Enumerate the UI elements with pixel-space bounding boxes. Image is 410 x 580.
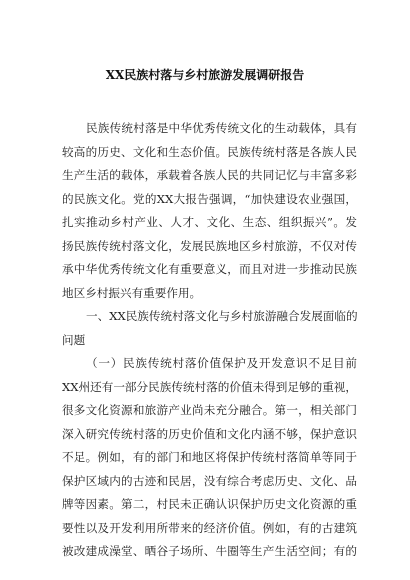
paragraph-line: 的民族文化。党的XX大报告强调，“加快建设农业强国， xyxy=(62,191,357,206)
paragraph-line: 深入研究传统村落的历史价值和文化内涵不够，保护意识 xyxy=(62,426,357,441)
paragraph-line: 扎实推动乡村产业、人才、文化、生态、组织振兴”。发 xyxy=(62,215,357,229)
paragraph-line: XX州还有一部分民族传统村落的价值未得到足够的重视， xyxy=(62,379,357,394)
paragraph-line: 要性以及开发利用所带来的经济价值。例如，有的古建筑 xyxy=(62,520,357,535)
paragraph-line: 生产生活的载体，承载着各族人民的共同记忆与丰富多彩 xyxy=(62,168,357,182)
paragraph-line: 地区乡村振兴有重要作用。 xyxy=(62,285,202,300)
paragraph-line: 承中华优秀传统文化有重要意义，而且对进一步推动民族 xyxy=(62,262,357,276)
paragraph-line: 民族传统村落是中华优秀传统文化的生动载体，具有 xyxy=(86,121,357,135)
paragraph-line: 很多文化资源和旅游产业尚未充分融合。第一，相关部门 xyxy=(62,403,357,417)
section-heading xyxy=(62,305,357,352)
intro-paragraph xyxy=(62,117,357,305)
subsection-paragraph xyxy=(62,352,357,564)
paragraph-line: 牌等因素。第二，村民未正确认识保护历史文化资源的重 xyxy=(62,497,357,511)
document-body xyxy=(62,117,357,564)
paragraph-line: 较高的历史、文化和生态价值。民族传统村落是各族人民 xyxy=(62,144,357,159)
paragraph-line: （一）民族传统村落价值保护及开发意识不足目前 xyxy=(86,356,357,370)
paragraph-line: 被改建成澡堂、晒谷子场所、牛圈等生产生活空间；有的 xyxy=(62,544,357,558)
heading-line: 问题 xyxy=(62,332,86,347)
paragraph-line: 保护区域内的古迹和民居，没有综合考虑历史、文化、品 xyxy=(62,473,357,488)
paragraph-line: 不足。例如，有的部门和地区将保护传统村落简单等同于 xyxy=(62,450,357,464)
paragraph-line: 扬民族传统村落文化，发展民族地区乡村旅游，不仅对传 xyxy=(62,238,357,253)
document-title: XX民族村落与乡村旅游发展调研报告 xyxy=(105,68,305,82)
heading-line: 一、XX民族传统村落文化与乡村旅游融合发展面临的 xyxy=(86,309,358,323)
